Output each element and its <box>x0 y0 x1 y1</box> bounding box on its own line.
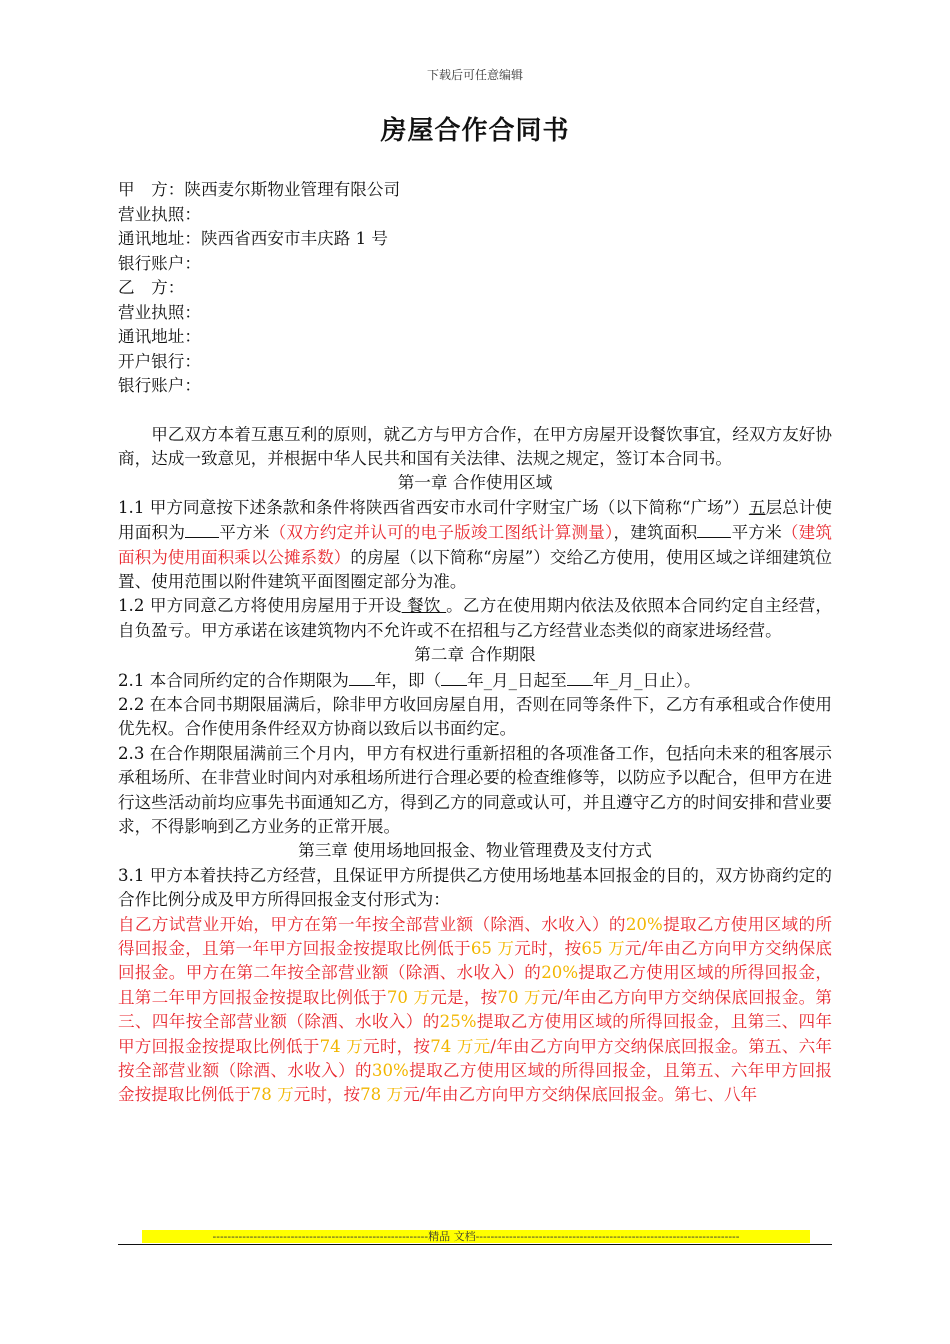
terms-text: 提取乙方使用区域的所得回报金，且第二年甲方回报金按提取比例低于 <box>118 963 833 1007</box>
terms-value: 65 万 <box>581 939 625 959</box>
clause-1-1-text-a: 1.1 甲方同意按下述条款和条件将陕西省西安市水司什字财宝广场（以下简称“广场”） <box>118 497 749 517</box>
party-b-bank-name: 开户银行： <box>118 351 201 371</box>
terms-text: 元/年由乙方向甲方交纳保底回报金。第七、八年 <box>403 1085 758 1105</box>
clause-2-2: 2.2 在本合同书期限届满后，除非甲方收回房屋自用，否则在同等条件下，乙方有承租或合作使用优先权。合作使用条件经双方协商以致后以书面约定。 <box>118 694 832 739</box>
terms-value: 74 万 <box>319 1036 364 1056</box>
terms-value: 25% <box>439 1012 477 1032</box>
terms-value: 20% <box>625 914 663 934</box>
terms-text: 提取乙方使用区域的所得回报金，且第五、六年甲方回报金按提取比例低于 <box>118 1061 833 1105</box>
terms-value: 70 万 <box>386 987 431 1007</box>
clause-2-1-text-a: 2.1 本合同所约定的合作期限为 <box>118 670 349 690</box>
blank-use-area <box>185 520 219 538</box>
use-purpose: 餐饮 <box>401 596 447 616</box>
clause-1-1-note-2: （建筑面积为使用面积乘以公摊系数） <box>118 523 833 567</box>
document-body <box>118 178 832 1108</box>
clause-2-3: 2.3 在合作期限届满前三个月内，甲方有权进行重新招租的各项准备工作，包括向未来的租客展示承租场所、在非营业时间内对承租场所进行合理必要的检查维修等，以防应予以配合，但甲方在进行这些活动前均应事先书面通知乙方，得到乙方的同意或认可，并且遵守乙方的时间安排和营业要求，不得影响到乙方业务的正常开展。 <box>118 743 832 836</box>
blank-building-area <box>697 520 731 538</box>
chapter-2-title: 第二章 合作期限 <box>414 645 536 665</box>
floor-value: 五 <box>748 497 766 517</box>
header-note: 下载后可任意编辑 <box>426 68 523 82</box>
party-a-address: 通讯地址：陕西省西安市丰庆路 1 号 <box>118 229 389 248</box>
terms-value: 20% <box>541 963 579 983</box>
preamble: 甲乙双方本着互惠互利的原则，就乙方与甲方合作，在甲方房屋开设餐饮事宜，经双方友好协商，达成一致意见，并根据中华人民共和国有关法律、法规之规定，签订本合同书。 <box>118 424 832 468</box>
terms-value: 78 万 <box>250 1085 294 1105</box>
chapter-3-title: 第三章 使用场地回报金、物业管理费及支付方式 <box>298 841 652 861</box>
blank-end-year <box>567 668 593 686</box>
clause-1-2 <box>118 594 832 643</box>
party-b-address: 通讯地址： <box>118 327 201 346</box>
clause-3-1: 3.1 甲方本着扶持乙方经营，且保证甲方所提供乙方使用场地基本回报金的目的，双方协商约定的合作比例分成及甲方所得回报金支付形式为： <box>118 865 832 910</box>
clause-1-1-text-d: ，建筑面积 <box>613 523 698 543</box>
terms-value: 65 万 <box>470 939 515 959</box>
clause-1-1-text-e: 平方米 <box>731 523 782 543</box>
clause-1-2-text-a: 1.2 甲方同意乙方将使用房屋用于开设 <box>118 596 402 616</box>
terms-text: 自乙方试营业开始，甲方在第一年按全部营业额（除酒、水收入）的 <box>118 914 626 934</box>
terms-text: 元时，按 <box>514 939 582 959</box>
revenue-share-terms <box>118 913 832 1108</box>
terms-value: 74 万元 <box>430 1036 491 1056</box>
clause-1-2-text-b: 。乙方在使用期内依法及依照本合同约定自主经营，自负盈亏。甲方承诺在该建筑物内不允许或不在招租与乙方经营业态类似的商家进场经营。 <box>118 596 832 640</box>
terms-text: 提取乙方使用区域的所得回报金，且第三、四年甲方回报金按提取比例低于 <box>118 1012 833 1056</box>
blank-start-year <box>441 668 467 686</box>
party-a-name <box>118 178 832 203</box>
terms-value: 70 万 <box>497 987 541 1007</box>
terms-text: 元时，按 <box>293 1085 361 1105</box>
clause-2-1-text-c: 年_月_日起至 <box>467 670 567 690</box>
blank-years <box>349 668 375 686</box>
clause-1-1-note-1: （双方约定并认可的电子版竣工图纸计算测量） <box>269 523 614 543</box>
spacer <box>118 399 832 423</box>
terms-value: 30% <box>371 1061 409 1081</box>
clause-1-1-text-b: 层总计使用面积为 <box>118 497 833 543</box>
party-b-name: 乙 方： <box>118 278 185 297</box>
clause-1-1-text-f: 的房屋（以下简称“房屋”）交给乙方使用，使用区域之详细建筑位置、使用范围以附件建筑平面图圈定部分为准。 <box>118 547 832 591</box>
terms-text: 元是，按 <box>430 987 498 1007</box>
terms-text: 提取乙方使用区域的所得回报金，且第一年甲方回报金按提取比例低于 <box>118 914 833 959</box>
party-a-label: 甲 方： <box>118 180 185 199</box>
terms-text: 元时，按 <box>363 1036 431 1056</box>
clause-1-1-text-c: 平方米 <box>219 523 270 543</box>
terms-text: 元/年由乙方向甲方交纳保底回报金。第三、四年按全部营业额（除酒、水收入）的 <box>118 987 833 1032</box>
party-a-license: 营业执照： <box>118 204 201 224</box>
footer-watermark-bar: ----------------------------------------------------------精品 文档----------------------------------------------------------------------- <box>142 1230 810 1243</box>
terms-value: 78 万 <box>360 1085 404 1105</box>
party-a-bank: 银行账户： <box>118 253 201 273</box>
party-a-value: 陕西麦尔斯物业管理有限公司 <box>184 180 401 199</box>
terms-text: /年由乙方向甲方交纳保底回报金。第五、六年按全部营业额（除酒、水收入）的 <box>118 1036 833 1081</box>
clause-2-1-text-b: 年，即（ <box>374 670 442 690</box>
party-b-bank: 银行账户： <box>118 376 201 395</box>
footer-divider <box>118 1244 832 1245</box>
clause-2-1-text-d: 年_月_日止）。 <box>592 670 701 690</box>
terms-text: 元/年由乙方向甲方交纳保底回报金。甲方在第二年按全部营业额（除酒、水收入）的 <box>118 939 833 983</box>
clause-2-1 <box>118 668 832 693</box>
party-b-license: 营业执照： <box>118 302 201 322</box>
chapter-1-title: 第一章 合作使用区域 <box>397 473 553 493</box>
document-title: 房屋合作合同书 <box>380 116 570 146</box>
clause-1-1 <box>118 496 832 595</box>
